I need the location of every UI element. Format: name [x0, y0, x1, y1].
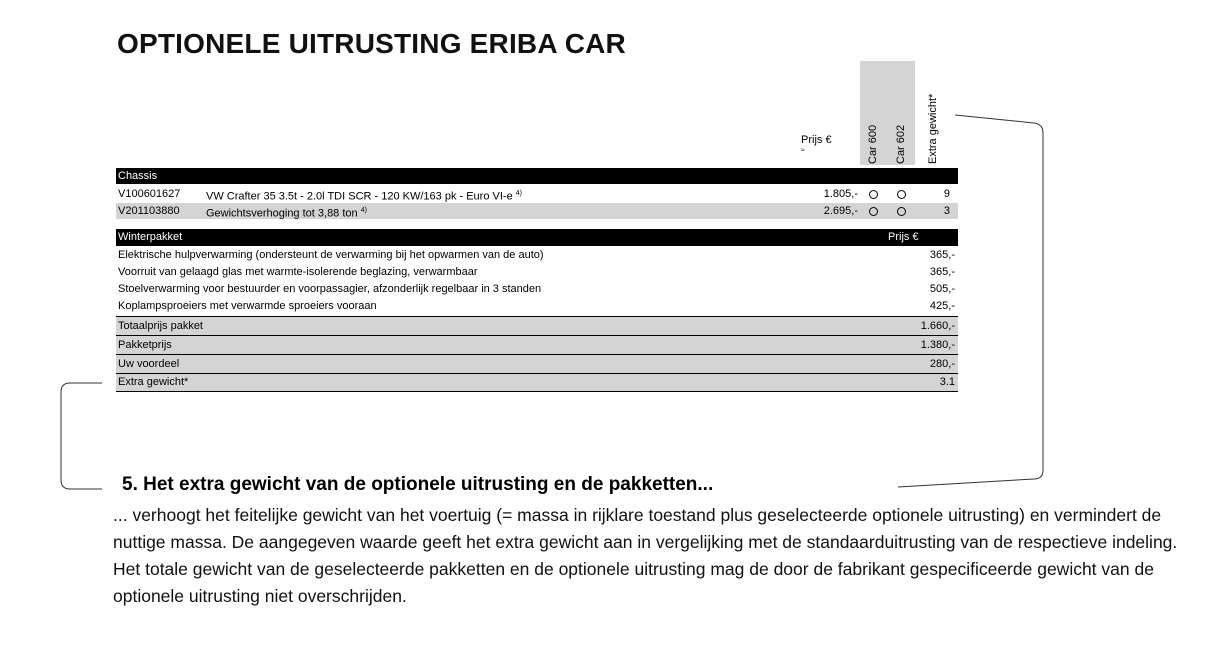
footnote-ref: 4)	[515, 190, 522, 197]
car602-column-header: Car 602	[895, 124, 907, 164]
option-code: V201103880	[118, 205, 180, 217]
right-connector-bracket	[898, 115, 1043, 487]
option-description: VW Crafter 35 3.5t - 2.0l TDI SCR - 120 KW/163 pk - Euro VI-e	[206, 190, 513, 203]
summary-value: 3.1	[939, 376, 955, 388]
car600-column-header: Car 600	[867, 124, 879, 164]
package-item-label: Koplampsproeiers met verwarmde sproeiers vooraan	[118, 300, 377, 312]
page-title: OPTIONELE UITRUSTING ERIBA CAR	[117, 28, 626, 59]
option-weight: 3	[943, 205, 950, 217]
footnote-ref: 4)	[360, 207, 367, 214]
option-price: 2.695,-	[823, 205, 858, 217]
package-item-label: Stoelverwarming voor bestuurder en voorpassagier, afzonderlijk regelbaar in 3 standen	[118, 283, 542, 295]
package-item-label: Elektrische hulpverwarming (ondersteunt de verwarming bij het opwarmen van de auto)	[118, 249, 544, 261]
option-description: Gewichtsverhoging tot 3,88 ton	[206, 207, 358, 220]
option-code: V100601627	[118, 188, 181, 200]
chassis-label: Chassis	[118, 170, 158, 182]
summary-value: 1.660,-	[920, 320, 955, 332]
price-column-header: Prijs €	[801, 134, 832, 146]
explanation-body: ... verhoogt het feitelijke gewicht van het voertuig (= massa in rijklare toestand plus geselecteerde optionele uitrusting) en vermindert de nuttige massa. De aangegeven waarde geeft het extra gewicht aan in vergelijking met de standaarduitrusting van de respectieve indeling. Het totale gewicht van de geselecteerde pakketten en de optionele uitrusting mag de door de fabrikant gespecificeerde gewicht van de optionele uitrusting niet overschrijden.	[113, 505, 1178, 606]
summary-label: Uw voordeel	[118, 358, 180, 370]
package-item-price: 365,-	[929, 266, 955, 278]
explanation-heading: 5. Het extra gewicht van de optionele uitrusting en de pakketten...	[122, 474, 714, 495]
summary-value: 1.380,-	[920, 339, 955, 351]
package-item-price: 505,-	[929, 283, 955, 295]
left-connector-bracket	[61, 383, 102, 489]
option-weight: 9	[943, 188, 950, 200]
option-price: 1.805,-	[823, 188, 858, 200]
summary-label: Extra gewicht*	[118, 376, 189, 388]
price-column-note: ≈	[801, 147, 805, 154]
summary-label: Totaalprijs pakket	[118, 320, 203, 332]
package-item-price: 425,-	[929, 300, 955, 312]
package-item-label: Voorruit van gelaagd glas met warmte-isolerende beglazing, verwarmbaar	[118, 266, 478, 278]
package-item-price: 365,-	[929, 249, 955, 261]
summary-value: 280,-	[929, 358, 955, 370]
extra-weight-column-header: Extra gewicht*	[927, 93, 939, 164]
summary-label: Pakketprijs	[118, 339, 172, 351]
winter-label: Winterpakket	[118, 231, 183, 243]
winter-price-header: Prijs €	[888, 231, 919, 243]
